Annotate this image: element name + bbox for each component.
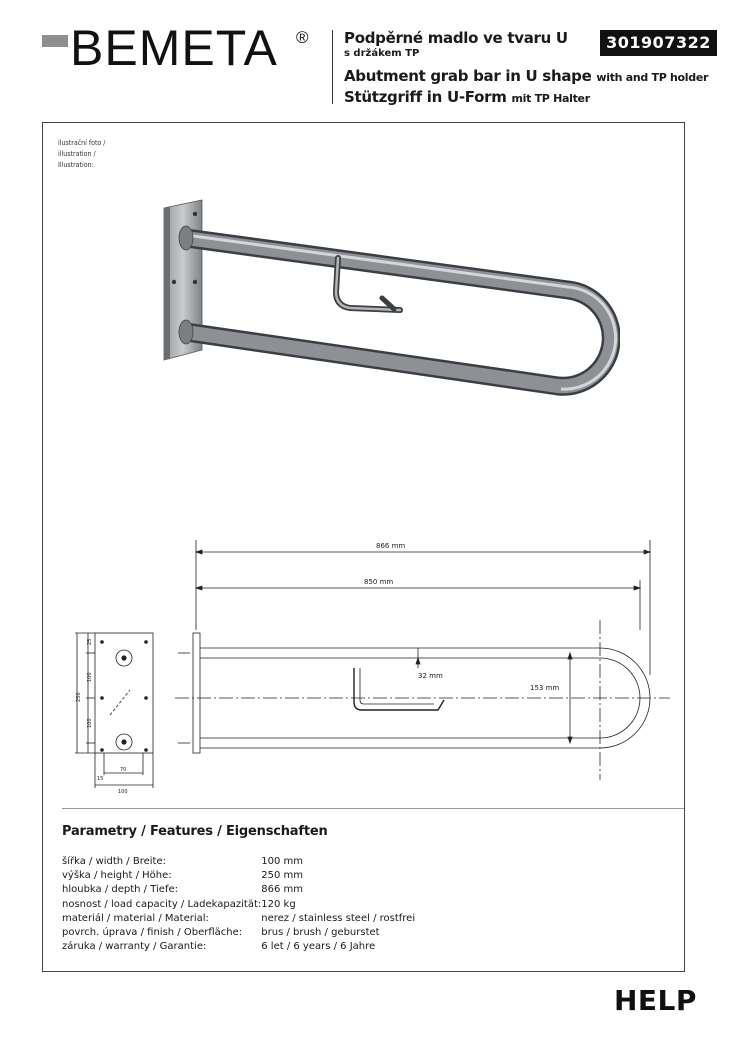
illustration-label-en: illustration / [58, 150, 96, 158]
parameter-label: materiál / material / Material: [62, 912, 209, 924]
parameter-row [62, 883, 415, 897]
parameter-value: brus / brush / geburstet [261, 926, 380, 938]
plate-front [95, 633, 153, 753]
screw-hole [172, 280, 176, 284]
product-title-en [344, 66, 708, 88]
plate-dim-250: 250 [76, 692, 82, 702]
product-title-en-suffix: with and TP holder [596, 71, 709, 84]
series-name: HELP [614, 984, 697, 1017]
plate-dim-100-bottom: 100 [87, 718, 93, 728]
parameter-label: šířka / width / Breite: [62, 856, 166, 867]
parameters-table [62, 855, 415, 954]
product-code-badge: 301907322 [600, 30, 717, 56]
plate-dim-70: 70 [120, 767, 127, 773]
parameter-value: 100 mm [261, 856, 304, 867]
parameters-title: Parametry / Features / Eigenschaften [62, 824, 328, 839]
tube-flange-top [179, 226, 193, 250]
product-title-en-text: Abutment grab bar in U shape [344, 67, 592, 85]
parameter-label: nosnost / load capacity / Ladekapazität: [62, 898, 262, 910]
logo-mark [42, 35, 68, 47]
parameter-row [62, 940, 415, 954]
dim-153-label: 153 mm [530, 684, 560, 692]
wall-plate-edge [164, 207, 170, 360]
product-title-cz [344, 28, 568, 48]
dim-866-label: 866 mm [376, 542, 406, 550]
parameter-label: povrch. úprava / finish / Oberfläche: [62, 926, 243, 938]
plate-dim-15: 15 [97, 776, 104, 782]
illustration-label-de: Illustration: [58, 161, 94, 169]
product-subtitle-cz: s držákem TP [344, 48, 420, 59]
illustration-label-cz: ilustrační foto / [58, 139, 106, 147]
parameter-row [62, 912, 415, 926]
screw-hole [193, 280, 197, 284]
parameter-row [62, 898, 415, 912]
product-title-de [344, 87, 590, 109]
parameter-value: 120 kg [261, 898, 296, 910]
parameter-value: 6 let / 6 years / 6 Jahre [261, 941, 376, 953]
parameter-value: 866 mm [261, 884, 304, 896]
section-divider [62, 808, 684, 809]
product-title-cz-text: Podpěrné madlo ve tvaru U [344, 29, 568, 47]
dim-32-label: 32 mm [418, 672, 443, 680]
parameter-value: 250 mm [261, 870, 304, 882]
brand-logo: BEMETA [70, 20, 278, 76]
parameter-row [62, 869, 415, 883]
product-photo [150, 190, 620, 410]
parameter-label: záruka / warranty / Garantie: [62, 941, 207, 953]
parameter-label: hloubka / depth / Tiefe: [62, 884, 178, 896]
parameter-row [62, 926, 415, 940]
plate-dim-100-width: 100 [118, 789, 128, 795]
product-title-de-text: Stützgriff in U-Form [344, 88, 507, 106]
plate-side [193, 633, 200, 753]
technical-drawing [60, 530, 680, 800]
screw-hole [193, 212, 197, 216]
registered-mark: ® [296, 28, 309, 47]
tube-flange-bottom [179, 320, 193, 344]
dim-850-label: 850 mm [364, 578, 394, 586]
header-divider [332, 30, 333, 104]
parameter-label: výška / height / Höhe: [62, 870, 172, 882]
product-title-de-suffix: mit TP Halter [511, 92, 590, 105]
plate-dim-25: 25 [87, 638, 93, 645]
parameter-row [62, 855, 415, 869]
parameter-value: nerez / stainless steel / rostfrei [261, 912, 416, 924]
plate-dim-100-top: 100 [87, 672, 93, 682]
